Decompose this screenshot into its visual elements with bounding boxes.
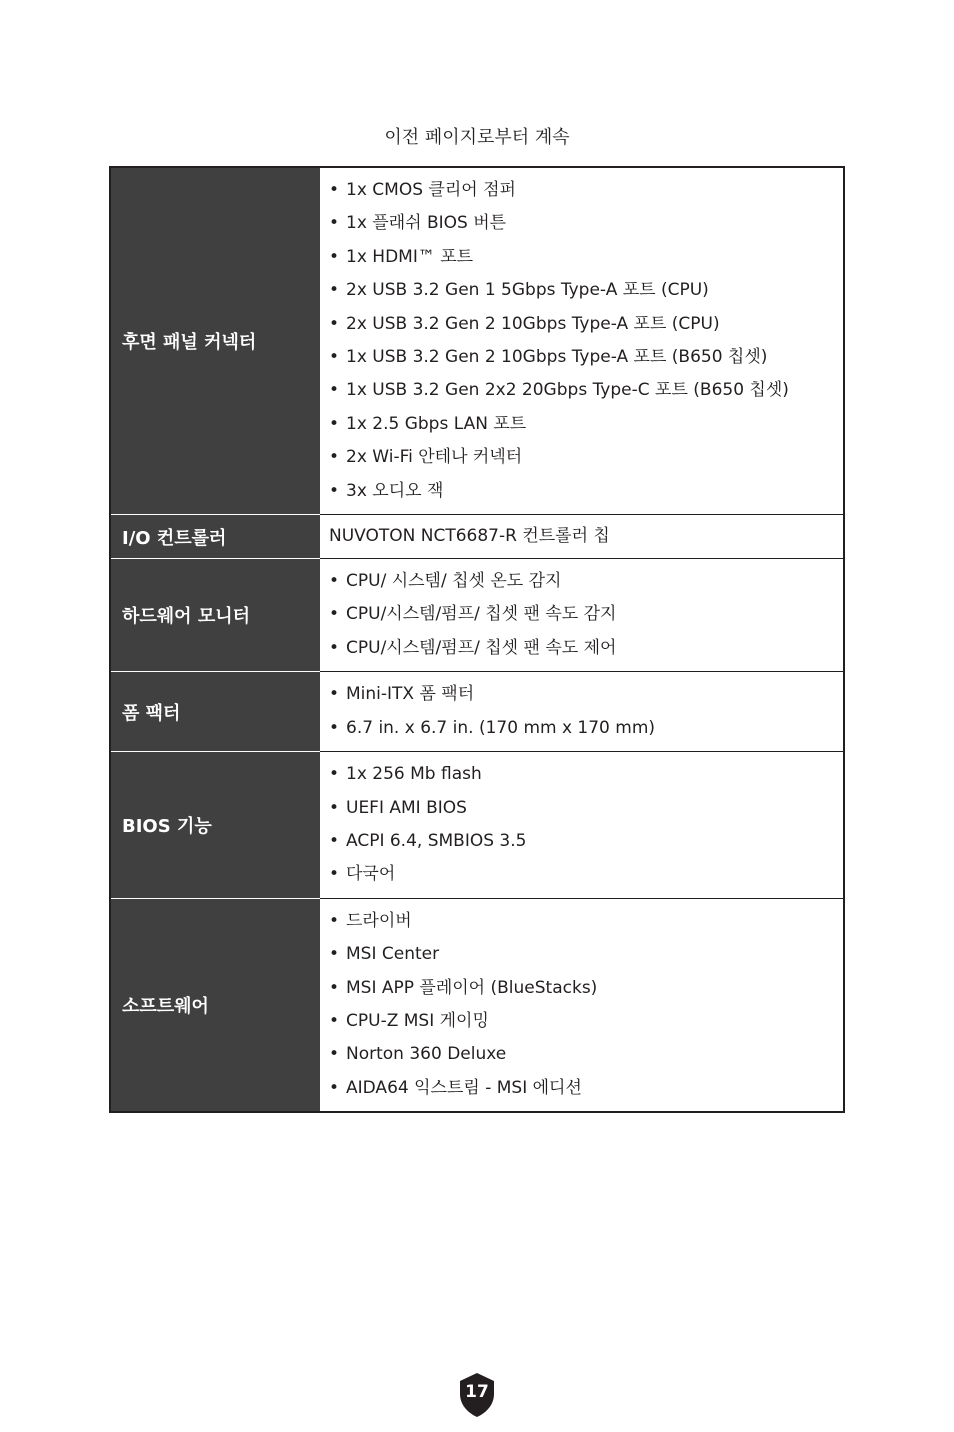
spec-item: • 1x 플래쉬 BIOS 버튼 — [329, 207, 835, 240]
spec-item: • CPU/시스템/펌프/ 칩셋 팬 속도 제어 — [329, 632, 835, 665]
spec-label: I/O 컨트롤러 — [110, 515, 320, 559]
spec-item: • 2x USB 3.2 Gen 1 5Gbps Type-A 포트 (CPU) — [329, 274, 835, 307]
specification-table — [109, 166, 845, 1113]
continued-note: 이전 페이지로부터 계속 — [384, 127, 570, 148]
spec-item: • CPU-Z MSI 게이밍 — [329, 1005, 835, 1038]
spec-item: • Norton 360 Deluxe — [329, 1038, 835, 1071]
spec-item: • 드라이버 — [329, 905, 835, 938]
spec-item-list — [329, 905, 835, 1105]
spec-item-list — [329, 758, 835, 892]
spec-item: • 1x CMOS 클리어 점퍼 — [329, 174, 835, 207]
spec-value — [320, 559, 844, 672]
spec-item: • MSI APP 플레이어 (BlueStacks) — [329, 972, 835, 1005]
spec-item: • 2x USB 3.2 Gen 2 10Gbps Type-A 포트 (CPU) — [329, 308, 835, 341]
spec-item: • 2x Wi-Fi 안테나 커넥터 — [329, 441, 835, 474]
spec-label: BIOS 기능 — [110, 752, 320, 899]
spec-item: • 1x 2.5 Gbps LAN 포트 — [329, 408, 835, 441]
spec-value — [320, 167, 844, 515]
spec-item: • 1x 256 Mb flash — [329, 758, 835, 791]
spec-item-list — [329, 565, 835, 665]
spec-item: • CPU/시스템/펌프/ 칩셋 팬 속도 감지 — [329, 598, 835, 631]
spec-item: • MSI Center — [329, 938, 835, 971]
spec-row-software — [110, 898, 844, 1112]
spec-item: • 3x 오디오 잭 — [329, 475, 835, 508]
spec-value — [320, 898, 844, 1112]
spec-item-list — [329, 174, 835, 508]
spec-value — [320, 672, 844, 752]
spec-row-form-factor — [110, 672, 844, 752]
spec-item: • CPU/ 시스템/ 칩셋 온도 감지 — [329, 565, 835, 598]
spec-row-io-controller — [110, 515, 844, 559]
page-number: 17 — [465, 1382, 489, 1402]
spec-label: 후면 패널 커넥터 — [110, 167, 320, 515]
page-number-badge — [458, 1372, 496, 1418]
spec-row-rear-panel — [110, 167, 844, 515]
spec-label: 폼 팩터 — [110, 672, 320, 752]
spec-item: • 1x USB 3.2 Gen 2x2 20Gbps Type-C 포트 (B650 칩셋) — [329, 374, 835, 407]
spec-plain-value: NUVOTON NCT6687-R 컨트롤러 칩 — [329, 526, 610, 547]
spec-item-list — [329, 678, 835, 745]
spec-item: • ACPI 6.4, SMBIOS 3.5 — [329, 825, 835, 858]
spec-label: 하드웨어 모니터 — [110, 559, 320, 672]
spec-item: • 1x HDMI™ 포트 — [329, 241, 835, 274]
spec-item: • 6.7 in. x 6.7 in. (170 mm x 170 mm) — [329, 712, 835, 745]
spec-row-bios-features — [110, 752, 844, 899]
spec-item: • AIDA64 익스트림 - MSI 에디션 — [329, 1072, 835, 1105]
spec-item: • 다국어 — [329, 858, 835, 891]
spec-value — [320, 515, 844, 559]
spec-row-hardware-monitor — [110, 559, 844, 672]
spec-label: 소프트웨어 — [110, 898, 320, 1112]
spec-item: • UEFI AMI BIOS — [329, 792, 835, 825]
spec-item: • Mini-ITX 폼 팩터 — [329, 678, 835, 711]
spec-item: • 1x USB 3.2 Gen 2 10Gbps Type-A 포트 (B650 칩셋) — [329, 341, 835, 374]
spec-value — [320, 752, 844, 899]
